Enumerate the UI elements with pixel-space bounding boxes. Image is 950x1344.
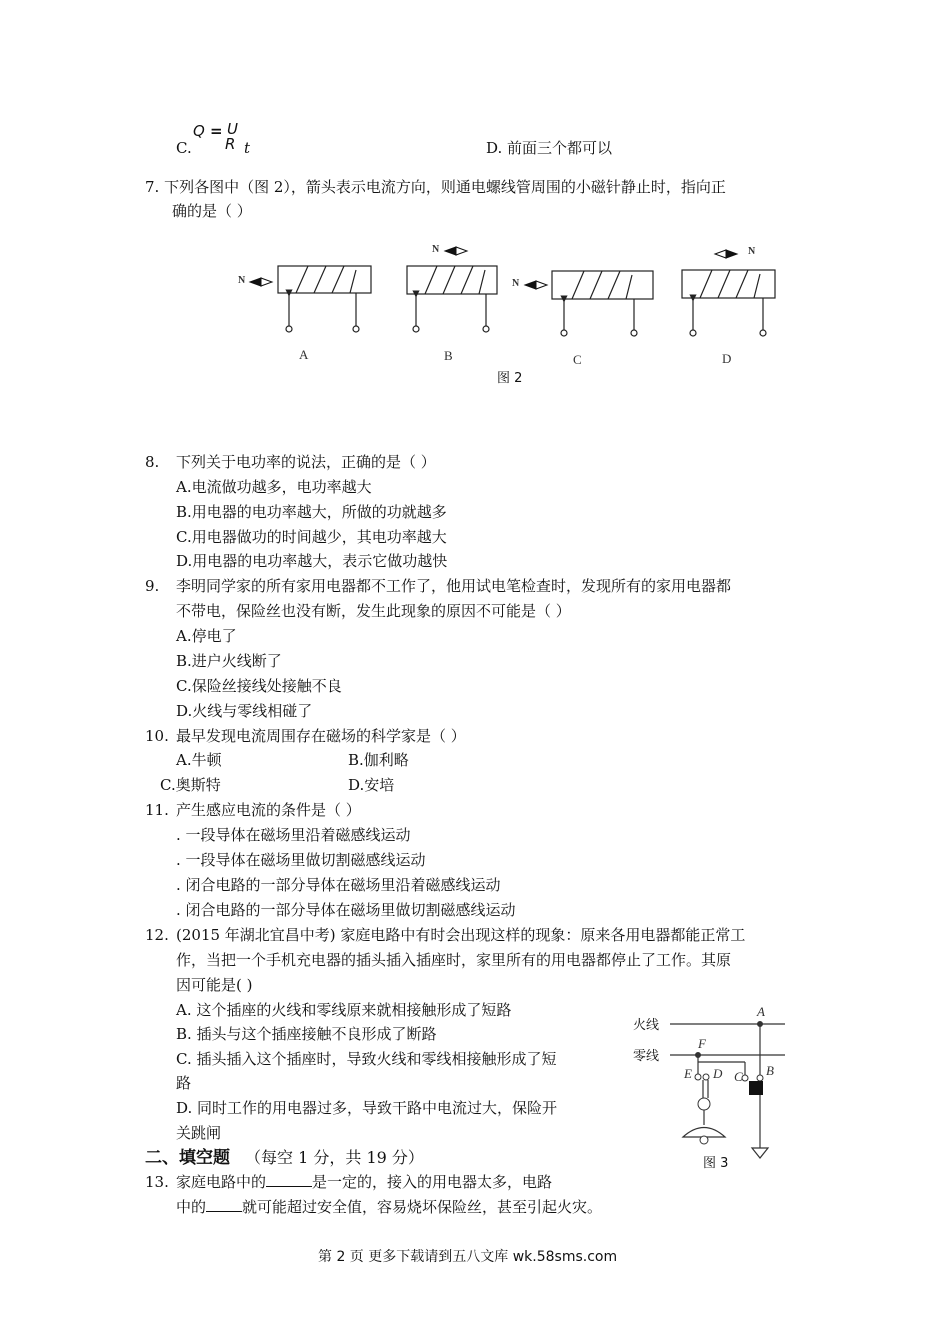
q12-stem-line2: 作，当把一个手机充电器的插头插入插座时，家里所有的用电器都停止了工作。其原 [176, 951, 732, 969]
q12-option-a: A. 这个插座的火线和零线原来就相接触形成了短路 [176, 1001, 512, 1019]
q9-number: 9. [145, 577, 160, 595]
q11-option-d: . 闭合电路的一部分导体在磁场里做切割磁感线运动 [176, 901, 516, 919]
needle-n-label-d: N [748, 246, 756, 257]
q12-option-d-line2: 关跳闸 [176, 1124, 222, 1142]
q11-stem: 产生感应电流的条件是（ ） [176, 801, 361, 819]
fig3-point-f: F [698, 1036, 706, 1051]
q10-stem: 最早发现电流周围存在磁场的科学家是（ ） [176, 727, 466, 745]
figure-2-label-a: A [299, 347, 309, 362]
q6-option-c-prefix: C. [176, 139, 192, 157]
q6-option-d: D. 前面三个都可以 [486, 139, 613, 157]
page-footer: 第 2 页 更多下载请到五八文库 wk.58sms.com [318, 1249, 618, 1265]
q9-option-d: D.火线与零线相碰了 [176, 702, 313, 720]
q11-option-c: . 闭合电路的一部分导体在磁场里沿着磁感线运动 [176, 876, 501, 894]
figure-2-label-c: C [573, 352, 582, 367]
q12-option-b: B. 插头与这个插座接触不良形成了断路 [176, 1025, 437, 1043]
q9-option-b: B.进户火线断了 [176, 652, 282, 670]
figure-3-caption: 图 3 [703, 1156, 729, 1171]
fig3-fire-line-label: 火线 [633, 1018, 660, 1033]
q12-stem-line1: (2015 年湖北宜昌中考) 家庭电路中有时会出现这样的现象：原来各用电器都能正常工 [176, 926, 746, 944]
needle-n-label-c: N [512, 278, 520, 289]
q9-stem-line1: 李明同学家的所有家用电器都不工作了，他用试电笔检查时，发现所有的家用电器都 [176, 577, 732, 595]
q10-number: 10. [145, 727, 169, 745]
section-2-note: （每空 1 分，共 19 分） [245, 1148, 424, 1167]
needle-n-label-a: N [238, 275, 246, 286]
section-2-title: 二、填空题 [145, 1148, 230, 1168]
q12-option-c-line1: C. 插头插入这个插座时，导致火线和零线相接触形成了短 [176, 1050, 557, 1068]
q10-option-d: D.安培 [348, 776, 395, 794]
fig3-point-a: A [757, 1004, 765, 1019]
q6-formula-q: Q [193, 122, 205, 140]
q11-option-b: . 一段导体在磁场里做切割磁感线运动 [176, 851, 426, 869]
q9-option-c: C.保险丝接线处接触不良 [176, 677, 342, 695]
q13-number: 13. [145, 1173, 169, 1191]
q9-stem-line2: 不带电，保险丝也没有断，发生此现象的原因不可能是（ ） [176, 602, 571, 620]
q8-option-c: C.用电器做功的时间越少，其电功率越大 [176, 528, 447, 546]
q6-formula-r: R [225, 135, 236, 153]
q6-formula-eq: = [210, 122, 223, 140]
q13-line2 [176, 1196, 602, 1218]
q13-line1-part2: 是一定的，接入的用电器太多，电路 [312, 1173, 553, 1191]
q12-option-d-line1: D. 同时工作的用电器过多，导致干路中电流过大，保险开 [176, 1099, 558, 1117]
q12-stem-line3: 因可能是( ) [176, 976, 253, 994]
q10-option-b: B.伽利略 [348, 751, 409, 769]
q10-option-a: A.牛顿 [176, 751, 222, 769]
q7-stem-line2: 确的是（ ） [172, 202, 252, 220]
q13-line1-part1: 家庭电路中的 [176, 1173, 267, 1191]
fig3-point-b: B [766, 1063, 774, 1078]
q11-option-a: . 一段导体在磁场里沿着磁感线运动 [176, 826, 411, 844]
fig3-point-d: D [713, 1066, 723, 1081]
q12-number: 12. [145, 926, 169, 944]
fig3-point-e: E [684, 1066, 692, 1081]
figure-2-label-b: B [444, 348, 453, 363]
needle-n-label-b: N [432, 244, 440, 255]
q13-line2-part1: 中的 [176, 1198, 207, 1216]
q8-stem: 下列关于电功率的说法，正确的是（ ） [176, 453, 436, 471]
q13-line2-part2: 就可能超过安全值，容易烧坏保险丝，甚至引起火灾。 [242, 1198, 603, 1216]
q8-option-b: B.用电器的电功率越大，所做的功就越多 [176, 503, 447, 521]
q9-option-a: A.停电了 [176, 627, 237, 645]
q13-blank-2[interactable] [206, 1197, 242, 1212]
fig3-zero-line-label: 零线 [633, 1049, 660, 1064]
q13-blank-1[interactable] [266, 1172, 312, 1187]
q7-stem-line1: 7. 下列各图中（图 2），箭头表示电流方向，则通电螺线管周围的小磁针静止时，指向正 [145, 178, 726, 196]
figure-2-caption: 图 2 [497, 371, 523, 386]
q8-option-a: A.电流做功越多，电功率越大 [176, 478, 372, 496]
q6-formula-u: U [227, 120, 238, 138]
q8-number: 8. [145, 453, 160, 471]
q13-line1 [176, 1171, 552, 1193]
q12-option-c-line2: 路 [176, 1074, 192, 1092]
q11-number: 11. [145, 801, 169, 819]
q10-option-c: C.奥斯特 [160, 776, 221, 794]
q6-formula-t: t [244, 139, 251, 157]
fig3-point-c: C [734, 1069, 743, 1084]
figure-2-label-d: D [722, 351, 732, 366]
q8-option-d: D.用电器的电功率越大，表示它做功越快 [176, 552, 448, 570]
